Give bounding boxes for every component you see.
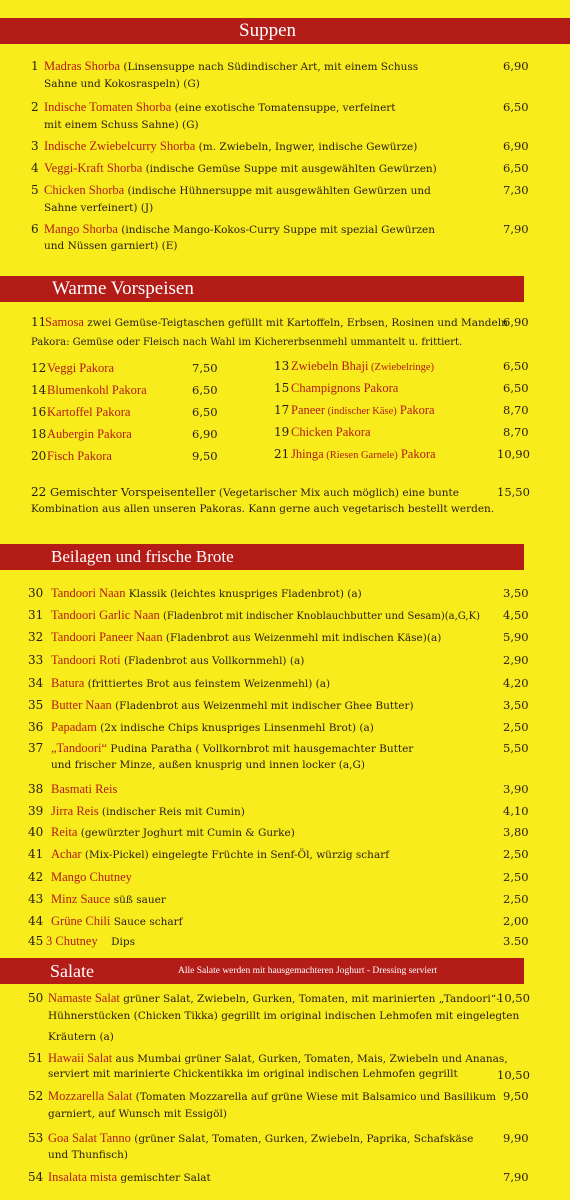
- item-price: 6,50: [503, 100, 529, 114]
- section-title: Salate: [50, 960, 94, 981]
- item-number: 42: [28, 870, 44, 884]
- item-name: Tandoori Paneer Naan: [51, 630, 163, 644]
- item-description: zwei Gemüse-Teigtaschen gefüllt mit Kartoffeln, Erbsen, Rosinen und Mandeln: [83, 317, 508, 329]
- item-number: 52: [28, 1089, 44, 1103]
- item-number: 32: [28, 630, 44, 644]
- item-number: 16: [31, 405, 47, 419]
- item-price: 2,50: [503, 870, 529, 884]
- section-header-warme-vorspeisen: [0, 276, 524, 302]
- item-number: 22: [31, 485, 47, 499]
- item-subtitle: (Zwiebelringe): [368, 362, 435, 373]
- item-name: Achar: [51, 847, 82, 861]
- item-number: 1: [31, 59, 39, 73]
- item-name-tail: Pakora: [396, 403, 435, 417]
- item-description-cont: Kombination aus allen unseren Pakoras. Kann gerne auch vegetarisch bestellt werden.: [31, 503, 495, 515]
- item-price: 15,50: [497, 485, 530, 499]
- item-name: 3 Chutney: [46, 934, 98, 948]
- item-number: 5: [31, 183, 39, 197]
- item-name: Aubergin Pakora: [47, 427, 132, 441]
- item-description: aus Mumbai grüner Salat, Gurken, Tomaten, Mais, Zwiebeln und Ananas,: [112, 1053, 508, 1065]
- item-name: Chicken Pakora: [291, 425, 371, 439]
- item-price: 2,00: [503, 914, 529, 928]
- item-name: Kartoffel Pakora: [47, 405, 131, 419]
- item-price: 10,90: [497, 447, 530, 461]
- section-header-suppen: [0, 18, 570, 44]
- item-number: 35: [28, 698, 44, 712]
- item-price: 2,90: [503, 653, 529, 667]
- item-description: Dips: [97, 936, 135, 948]
- item-name: Mango Shorba: [44, 222, 118, 236]
- item-description: (indische Hühnersuppe mit ausgewählten Gewürzen und: [124, 185, 431, 197]
- item-number: 38: [28, 782, 44, 796]
- item-number: 31: [28, 608, 44, 622]
- section-header-salate: [0, 958, 524, 984]
- item-number: 51: [28, 1051, 44, 1065]
- item-description: (Vegetarischer Mix auch möglich) eine bunte: [215, 487, 459, 499]
- item-subtitle: (Riesen Garnele): [323, 450, 398, 461]
- item-description-cont: und frischer Minze, außen knusprig und innen locker (a,G): [51, 759, 365, 771]
- item-name: Butter Naan: [51, 698, 112, 712]
- item-price: 7,30: [503, 183, 529, 197]
- item-name: Tandoori Roti: [51, 653, 121, 667]
- item-description: grüner Salat, Zwiebeln, Gurken, Tomaten, mit marinierten „Tandoori“-: [119, 993, 500, 1005]
- item-name: Namaste Salat: [48, 991, 120, 1005]
- item-name: Samosa: [45, 315, 84, 329]
- item-name: Basmati Reis: [51, 782, 118, 796]
- item-price: 7,90: [503, 1170, 529, 1184]
- item-description: (Fladenbrot aus Weizenmehl mit indischer Ghee Butter): [111, 700, 414, 712]
- item-description-cont: garniert, auf Wunsch mit Essigöl): [48, 1108, 227, 1120]
- item-number: 18: [31, 427, 47, 441]
- item-name: Minz Sauce: [51, 892, 111, 906]
- item-description: (Tomaten Mozzarella auf grüne Wiese mit Balsamico und Basilikum: [132, 1091, 496, 1103]
- item-number: 3: [31, 139, 39, 153]
- item-name: Papadam: [51, 720, 97, 734]
- item-name: „Tandoori“: [51, 741, 108, 755]
- item-name: Insalata mista: [48, 1170, 118, 1184]
- item-description: (grüner Salat, Tomaten, Gurken, Zwiebeln, Paprika, Schafskäse: [130, 1133, 474, 1145]
- item-price: 6,50: [503, 161, 529, 175]
- item-price: 6,90: [192, 427, 218, 441]
- pakora-note: Pakora: Gemüse oder Fleisch nach Wahl im Kichererbsenmehl ummantelt u. frittiert.: [31, 337, 463, 348]
- item-price: 6,90: [503, 59, 529, 73]
- item-description: Pudina Paratha ( Vollkornbrot mit hausgemachter Butter: [107, 743, 414, 755]
- item-description: (Linsensuppe nach Südindischer Art, mit einem Schuss: [120, 61, 419, 73]
- item-description: (indische Gemüse Suppe mit ausgewählten Gewürzen): [142, 163, 437, 175]
- item-name: Grüne Chili: [51, 914, 111, 928]
- item-number: 19: [274, 425, 290, 439]
- section-note: Alle Salate werden mit hausgemachteren Joghurt - Dressing serviert: [178, 966, 438, 976]
- item-name: Gemischter Vorspeisenteller: [50, 485, 216, 499]
- item-number: 13: [274, 359, 290, 373]
- item-name: Tandoori Garlic Naan: [51, 608, 160, 622]
- item-number: 45: [28, 934, 44, 948]
- item-name: Jirra Reis: [51, 804, 99, 818]
- item-price: 7,50: [192, 361, 218, 375]
- item-number: 41: [28, 847, 44, 861]
- item-number: 39: [28, 804, 44, 818]
- item-description-cont: Sahne verfeinert) (J): [44, 202, 154, 214]
- item-price: 9,50: [503, 1089, 529, 1103]
- item-number: 6: [31, 222, 39, 236]
- item-number: 36: [28, 720, 44, 734]
- item-description: (m. Zwiebeln, Ingwer, indische Gewürze): [195, 141, 418, 153]
- item-price: 3,50: [503, 586, 529, 600]
- item-number: 2: [31, 100, 39, 114]
- item-name: Paneer: [291, 403, 326, 417]
- item-price: 2,50: [503, 847, 529, 861]
- item-number: 12: [31, 361, 47, 375]
- item-description: süß sauer: [110, 894, 166, 906]
- item-name: Mozzarella Salat: [48, 1089, 133, 1103]
- item-price: 6,50: [192, 405, 218, 419]
- item-description-cont: und Thunfisch): [48, 1149, 129, 1161]
- item-description: (Mix-Pickel) eingelegte Früchte in Senf-Öl, würzig scharf: [81, 849, 390, 861]
- item-description-cont: und Nüssen garniert) (E): [44, 240, 178, 252]
- item-price: 6,50: [503, 381, 529, 395]
- item-price: 6,90: [503, 139, 529, 153]
- item-description-cont: Kräutern (a): [48, 1031, 114, 1043]
- item-description-cont: Hühnerstücken (Chicken Tikka) gegrillt im original indischen Lehmofen mit eingelegten: [48, 1010, 520, 1022]
- item-name: Fisch Pakora: [47, 449, 112, 463]
- item-name: Reita: [51, 825, 78, 839]
- item-number: 11: [31, 315, 47, 329]
- item-number: 30: [28, 586, 44, 600]
- section-header-beilagen: [0, 544, 524, 570]
- item-name: Champignons Pakora: [291, 381, 399, 395]
- item-description: (Fladenbrot aus Vollkornmehl) (a): [120, 655, 305, 667]
- item-name: Mango Chutney: [51, 870, 132, 884]
- item-description: (2x indische Chips knuspriges Linsenmehl Brot) (a): [96, 722, 374, 734]
- item-number: 40: [28, 825, 44, 839]
- item-name: Blumenkohl Pakora: [47, 383, 147, 397]
- item-number: 14: [31, 383, 47, 397]
- item-description: (eine exotische Tomatensuppe, verfeinert: [171, 102, 396, 114]
- item-name: Indische Zwiebelcurry Shorba: [44, 139, 196, 153]
- item-description-cont: Sahne und Kokosraspeln) (G): [44, 78, 200, 90]
- item-description: Klassik (leichtes knuspriges Fladenbrot) (a): [125, 588, 362, 600]
- item-name: Veggi Pakora: [47, 361, 114, 375]
- item-price: 3,80: [503, 825, 529, 839]
- item-name: Hawaii Salat: [48, 1051, 113, 1065]
- item-description: (frittiertes Brot aus feinstem Weizenmehl) (a): [84, 678, 331, 690]
- item-number: 53: [28, 1131, 44, 1145]
- item-name: Batura: [51, 676, 85, 690]
- item-number: 34: [28, 676, 44, 690]
- item-price: 8,70: [503, 403, 529, 417]
- item-number: 21: [274, 447, 290, 461]
- item-description: (Fladenbrot mit indischer Knoblauchbutter und Sesam)(a,G,K): [159, 611, 480, 622]
- item-description: (gewürzter Joghurt mit Cumin & Gurke): [77, 827, 295, 839]
- item-price: 6,50: [503, 359, 529, 373]
- item-description: (Fladenbrot aus Weizenmehl mit indischen Käse)(a): [162, 632, 442, 644]
- item-description: (indischer Reis mit Cumin): [98, 806, 245, 818]
- item-subtitle: (indischer Käse): [325, 406, 397, 417]
- item-description-cont: mit einem Schuss Sahne) (G): [44, 119, 199, 131]
- item-name: Tandoori Naan: [51, 586, 126, 600]
- item-price: 5,90: [503, 630, 529, 644]
- item-price: 9,90: [503, 1131, 529, 1145]
- item-price: 2,50: [503, 892, 529, 906]
- section-title: Suppen: [239, 20, 296, 41]
- item-name: Zwiebeln Bhaji: [291, 359, 369, 373]
- item-name: Chicken Shorba: [44, 183, 125, 197]
- item-number: 4: [31, 161, 39, 175]
- item-number: 54: [28, 1170, 44, 1184]
- item-price: 3,90: [503, 782, 529, 796]
- item-number: 50: [28, 991, 44, 1005]
- section-title: Beilagen und frische Brote: [51, 547, 234, 566]
- item-number: 44: [28, 914, 44, 928]
- item-price: 5,50: [503, 741, 529, 755]
- item-name: Goa Salat Tanno: [48, 1131, 131, 1145]
- item-price: 8,70: [503, 425, 529, 439]
- item-number: 15: [274, 381, 290, 395]
- item-number: 43: [28, 892, 44, 906]
- item-price: 3,50: [503, 698, 529, 712]
- item-price: 2,50: [503, 720, 529, 734]
- item-name-tail: Pakora: [397, 447, 436, 461]
- item-name: Veggi-Kraft Shorba: [44, 161, 143, 175]
- item-price: 10,50: [497, 991, 530, 1005]
- section-title: Warme Vorspeisen: [52, 278, 194, 299]
- item-price: 3.50: [503, 934, 529, 948]
- item-description: gemischter Salat: [117, 1172, 211, 1184]
- item-price: 9,50: [192, 449, 218, 463]
- item-description: Sauce scharf: [110, 916, 183, 928]
- item-price: 6,50: [192, 383, 218, 397]
- item-price: 4,10: [503, 804, 529, 818]
- item-price: 7,90: [503, 222, 529, 236]
- item-name: Madras Shorba: [44, 59, 121, 73]
- item-number: 37: [28, 741, 44, 755]
- item-number: 20: [31, 449, 47, 463]
- item-number: 17: [274, 403, 290, 417]
- item-name: Jhinga: [291, 447, 324, 461]
- item-price: 4,20: [503, 676, 529, 690]
- item-number: 33: [28, 653, 44, 667]
- item-price: 4,50: [503, 608, 529, 622]
- item-price: 6,90: [503, 315, 529, 329]
- item-price: 10,50: [497, 1068, 530, 1082]
- item-name: Indische Tomaten Shorba: [44, 100, 172, 114]
- item-description-cont: serviert mit marinierte Chickentikka im original indischen Lehmofen gegrillt: [48, 1068, 458, 1080]
- item-description: (indische Mango-Kokos-Curry Suppe mit spezial Gewürzen: [117, 224, 436, 236]
